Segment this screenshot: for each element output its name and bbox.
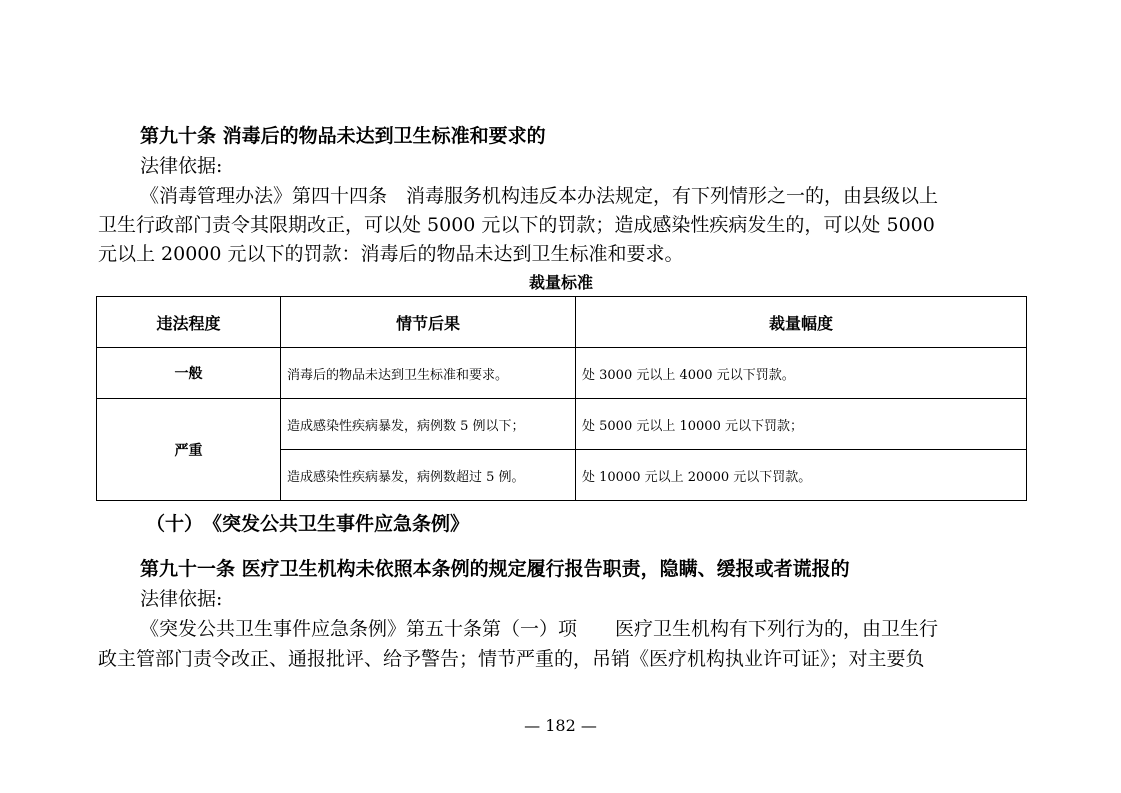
article-90-text-line-2: 卫生行政部门责令其限期改正，可以处 5000 元以下的罚款；造成感染性疾病发生的，可以处 5000 (98, 214, 935, 236)
consequence-cell: 消毒后的物品未达到卫生标准和要求。 (281, 348, 576, 399)
level-cell: 严重 (97, 399, 281, 501)
article-91-title: 第九十一条 医疗卫生机构未依照本条例的规定履行报告职责，隐瞒、缓报或者谎报的 (140, 558, 850, 580)
penalty-cell: 处 3000 元以上 4000 元以下罚款。 (576, 348, 1027, 399)
level-cell: 一般 (97, 348, 281, 399)
article-91-text-line-1: 《突发公共卫生事件应急条例》第五十条第（一）项 医疗卫生机构有下列行为的，由卫生行 (140, 618, 939, 640)
table-header-row (97, 297, 1027, 348)
penalty-cell: 处 5000 元以上 10000 元以下罚款； (576, 399, 1027, 450)
table-row (97, 399, 1027, 450)
consequence-cell: 造成感染性疾病暴发，病例数 5 例以下； (281, 399, 576, 450)
page-number: — 182 — (524, 716, 597, 735)
table-row (97, 348, 1027, 399)
column-header-level: 违法程度 (97, 297, 281, 348)
article-90-title: 第九十条 消毒后的物品未达到卫生标准和要求的 (140, 125, 546, 147)
column-header-consequence: 情节后果 (281, 297, 576, 348)
article-90-text-line-3: 元以上 20000 元以下的罚款：消毒后的物品未达到卫生标准和要求。 (98, 243, 684, 265)
article-90-basis-label: 法律依据: (140, 155, 223, 177)
column-header-penalty: 裁量幅度 (576, 297, 1027, 348)
article-91-basis-label: 法律依据: (140, 588, 223, 610)
article-90-text-line-1: 《消毒管理办法》第四十四条 消毒服务机构违反本办法规定，有下列情形之一的，由县级以上 (140, 185, 939, 207)
discretion-standard-table (96, 296, 1027, 501)
section-10-title: （十） 《突发公共卫生事件应急条例》 (146, 513, 470, 535)
table-caption: 裁量标准 (528, 273, 593, 292)
consequence-cell: 造成感染性疾病暴发，病例数超过 5 例。 (281, 450, 576, 501)
penalty-cell: 处 10000 元以上 20000 元以下罚款。 (576, 450, 1027, 501)
article-91-text-line-2: 政主管部门责令改正、通报批评、给予警告；情节严重的，吊销《医疗机构执业许可证》；对主要负 (98, 648, 925, 670)
